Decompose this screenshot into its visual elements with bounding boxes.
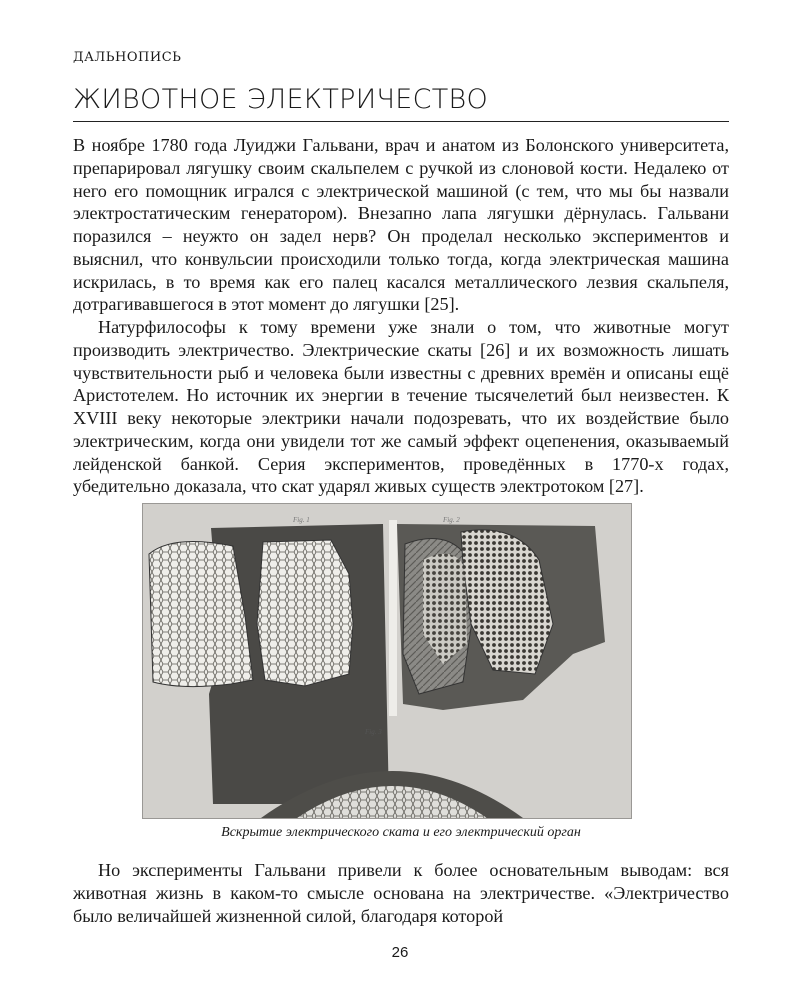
body-text-top	[73, 134, 729, 498]
plate-label: Fig. 3	[365, 728, 382, 736]
body-text-bottom	[73, 859, 729, 927]
chapter-title: ЖИВОТНОЕ ЭЛЕКТРИЧЕСТВО	[73, 84, 489, 115]
paragraph: В ноябре 1780 года Луиджи Гальвани, врач и анатом из Болонского университета, препарировал лягушку своим скальпелем с ручкой из слоновой кости. Недалеко от него его помощник игрался с электрической машиной (с тем, что мы бы назвали электростатическим генератором). Внезапно лапа лягушки дёрнулась. Гальвани поразился – неужто он задел нерв? Он проделал несколько экспериментов и выяснил, что конвульсии происходили только тогда, когда электрическая машина искрилась, в то время как его палец касался металлического лезвия скальпеля, дотрагивавшегося в этот момент до лягушки [25].	[73, 135, 729, 315]
running-head: ДАЛЬНОПИСЬ	[73, 50, 182, 65]
engraving-image	[143, 504, 631, 818]
figure-caption: Вскрытие электрического ската и его электрический орган	[221, 825, 581, 840]
plate-label: Fig. 1	[293, 516, 310, 524]
paragraph: Но эксперименты Гальвани привели к более основательным выводам: вся животная жизнь в каком-то смысле основана на электричестве. «Электричество было величайшей жизненной силой, благодаря которой	[73, 860, 729, 926]
page-number: 26	[391, 944, 409, 961]
ray-dissection-illustration	[142, 503, 632, 819]
plate-label: Fig. 2	[443, 516, 460, 524]
paragraph: Натурфилософы к тому времени уже знали о том, что животные могут производить электричество. Электрические скаты [26] и их возможность лишать чувствительности рыб и человека были известны с древних времён и описаны ещё Аристотелем. Но источник их энергии в течение тысячелетий был неизвестен. К XVIII веку некоторые электрики начали подозревать, что их воздействие было электрическим, когда они увидели тот же самый эффект оцепенения, оказываемый лейденской банкой. Серия экспериментов, проведённых в 1770-х годах, убедительно доказала, что скат ударял живых существ электротоком [27].	[73, 317, 729, 497]
title-rule	[73, 121, 729, 122]
